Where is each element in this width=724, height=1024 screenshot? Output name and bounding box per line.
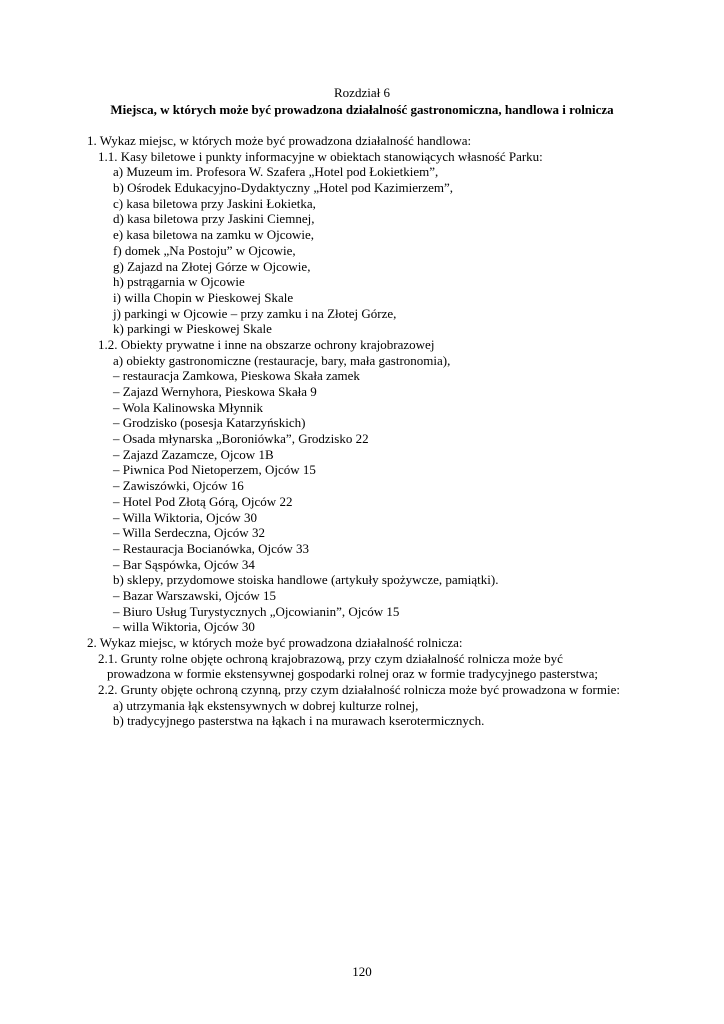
page-number: 120 bbox=[352, 964, 372, 979]
list-item: 1.1. Kasy biletowe i punkty informacyjne w obiektach stanowiących własność Parku: bbox=[98, 148, 543, 164]
list-item: – Grodzisko (posesja Katarzyńskich) bbox=[113, 415, 306, 431]
list-item: 1.2. Obiekty prywatne i inne na obszarze ochrony krajobrazowej bbox=[98, 336, 435, 352]
list-item: – Restauracja Bocianówka, Ojców 33 bbox=[113, 540, 310, 556]
list-item: a) utrzymania łąk ekstensywnych w dobrej kulturze rolnej, bbox=[113, 697, 419, 713]
list-item: a) Muzeum im. Profesora W. Szafera „Hotel pod Łokietkiem”, bbox=[113, 164, 439, 180]
list-item: prowadzona w formie ekstensywnej gospodarki rolnej oraz w formie tradycyjnego pasterstwa; bbox=[107, 666, 598, 682]
list-item: – Bazar Warszawski, Ojców 15 bbox=[113, 587, 276, 603]
list-item: b) Ośrodek Edukacyjno-Dydaktyczny „Hotel pod Kazimierzem”, bbox=[113, 180, 454, 196]
list-item: 2. Wykaz miejsc, w których może być prowadzona działalność rolnicza: bbox=[87, 635, 463, 650]
list-item: – Zajazd Wernyhora, Pieskowa Skała 9 bbox=[113, 384, 317, 399]
list-item: e) kasa biletowa na zamku w Ojcowie, bbox=[113, 227, 315, 243]
list-item: – Hotel Pod Złotą Górą, Ojców 22 bbox=[113, 493, 293, 509]
list-item: – Willa Serdeczna, Ojców 32 bbox=[113, 525, 265, 541]
list-item: – Zajazd Zazamcze, Ojcow 1B bbox=[113, 446, 274, 462]
chapter-heading: Miejsca, w których może być prowadzona działalność gastronomiczna, handlowa i rolnicza bbox=[110, 102, 614, 117]
list-item: 1. Wykaz miejsc, w których może być prowadzona działalność handlowa: bbox=[87, 133, 472, 148]
list-item: b) tradycyjnego pasterstwa na łąkach i na murawach kserotermicznych. bbox=[113, 713, 485, 729]
list-item: 2.2. Grunty objęte ochroną czynną, przy czym działalność rolnicza może być prowadzona w formie: bbox=[98, 682, 620, 698]
list-item: a) obiekty gastronomiczne (restauracje, bary, mała gastronomia), bbox=[113, 352, 451, 368]
chapter-label: Rozdział 6 bbox=[334, 85, 390, 100]
list-item: k) parkingi w Pieskowej Skale bbox=[113, 321, 272, 337]
list-item: g) Zajazd na Złotej Górze w Ojcowie, bbox=[113, 258, 311, 274]
list-item: – Bar Sąspówka, Ojców 34 bbox=[113, 556, 255, 572]
list-item: – Piwnica Pod Nietoperzem, Ojców 15 bbox=[113, 462, 316, 478]
list-item: 2.1. Grunty rolne objęte ochroną krajobrazową, przy czym działalność rolnicza może być bbox=[98, 650, 563, 666]
list-item: – willa Wiktoria, Ojców 30 bbox=[113, 619, 255, 635]
list-item: – Biuro Usług Turystycznych „Ojcowianin”, Ojców 15 bbox=[113, 603, 400, 619]
list-item: – Willa Wiktoria, Ojców 30 bbox=[113, 509, 257, 525]
list-item: f) domek „Na Postoju” w Ojcowie, bbox=[113, 242, 296, 258]
document-body bbox=[87, 133, 657, 729]
list-item: b) sklepy, przydomowe stoiska handlowe (artykuły spożywcze, pamiątki). bbox=[113, 572, 499, 588]
list-item: – Zawiszówki, Ojców 16 bbox=[113, 478, 244, 494]
list-item: d) kasa biletowa przy Jaskini Ciemnej, bbox=[113, 211, 315, 227]
list-item: – Wola Kalinowska Młynnik bbox=[113, 399, 264, 415]
list-item: h) pstrągarnia w Ojcowie bbox=[113, 274, 245, 290]
list-item: i) willa Chopin w Pieskowej Skale bbox=[113, 289, 294, 305]
list-item: – Osada młynarska „Boroniówka”, Grodzisko 22 bbox=[113, 431, 369, 447]
list-item: j) parkingi w Ojcowie – przy zamku i na Złotej Górze, bbox=[113, 305, 397, 321]
list-item: – restauracja Zamkowa, Pieskowa Skała zamek bbox=[113, 368, 360, 384]
list-item: c) kasa biletowa przy Jaskini Łokietka, bbox=[113, 195, 316, 211]
